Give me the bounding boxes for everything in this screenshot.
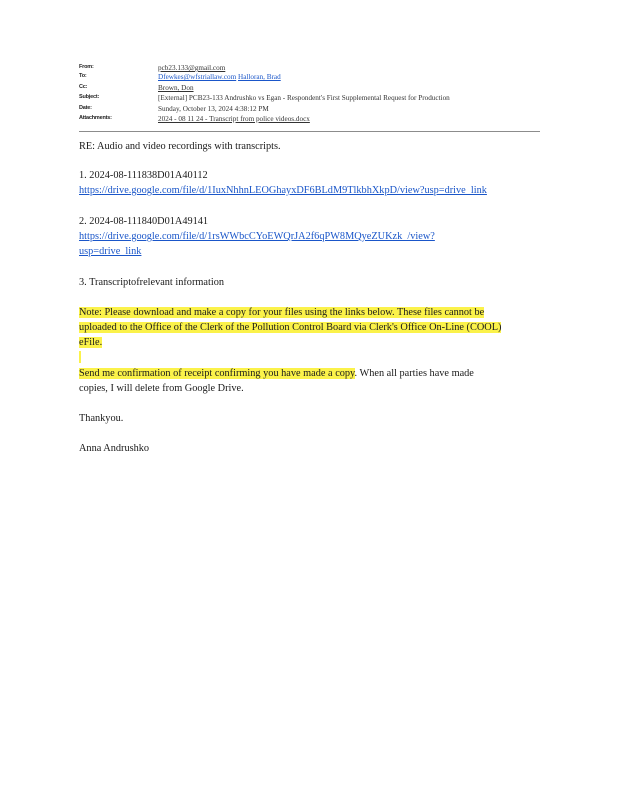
send-line2: copies, I will delete from Google Drive. bbox=[79, 383, 244, 394]
date-label: Date: bbox=[79, 105, 92, 111]
note-line1 bbox=[79, 307, 484, 318]
attachments-label: Attachments: bbox=[79, 115, 112, 121]
send-line1 bbox=[79, 368, 474, 379]
to-recipient-1[interactable]: Dfewkes@wfstriallaw.com bbox=[158, 73, 237, 81]
from-row bbox=[79, 64, 549, 73]
to-values bbox=[158, 73, 281, 81]
from-value[interactable]: pcb23.133@gmail.com bbox=[158, 64, 226, 72]
thanks-line: Thankyou. bbox=[79, 413, 124, 424]
from-label: From: bbox=[79, 64, 94, 70]
item2-title: 2. 2024-08-111840D01A49141 bbox=[79, 216, 209, 227]
item3-title: 3. Transcriptofrelevant information bbox=[79, 277, 224, 288]
note-line2 bbox=[79, 322, 501, 333]
item2-link-line1[interactable]: https://drive.google.com/file/d/1rsWWbcCYoEWQrJA2f6qPW8MQyeZUKzk_/view? bbox=[79, 231, 435, 242]
cc-label: Cc: bbox=[79, 84, 88, 90]
date-value: Sunday, October 13, 2024 4:38:12 PM bbox=[158, 105, 269, 113]
send-highlight-text: Send me confirmation of receipt confirming you have made a copy bbox=[79, 368, 355, 379]
date-row bbox=[79, 105, 549, 114]
note-line2-text: uploaded to the Office of the Clerk of the Pollution Control Board via Clerk's Office On-Line (COOL) bbox=[79, 322, 502, 333]
subject-value: [External] PCB23-133 Andrushko vs Egan - Respondent's First Supplemental Request for Production bbox=[158, 94, 450, 102]
item1-title: 1. 2024-08-111838D01A40112 bbox=[79, 170, 208, 181]
subject-row bbox=[79, 94, 549, 103]
item1-link[interactable]: https://drive.google.com/file/d/1IuxNhhnLEOGhayxDF6BLdM9TlkbhXkpD/view?usp=drive_link bbox=[79, 185, 487, 196]
re-line: RE: Audio and video recordings with transcripts. bbox=[79, 141, 281, 152]
header-divider bbox=[79, 131, 540, 132]
cc-row bbox=[79, 84, 549, 93]
note-line3-text: eFile. bbox=[79, 337, 103, 348]
note-line1-text: Note: Please download and make a copy for your files using the links below. These files cannot be bbox=[79, 307, 485, 318]
signature: Anna Andrushko bbox=[79, 443, 150, 454]
to-recipient-2[interactable]: Halloran, Brad bbox=[238, 73, 281, 81]
note-line3 bbox=[79, 337, 102, 348]
to-row bbox=[79, 73, 549, 82]
to-label: To: bbox=[79, 73, 87, 79]
attachments-row bbox=[79, 115, 549, 124]
send-rest-text: . When all parties have made bbox=[354, 368, 474, 379]
item2-link-line2[interactable]: usp=drive_link bbox=[79, 246, 142, 257]
cc-value[interactable]: Brown, Don bbox=[158, 84, 194, 92]
attachment-link[interactable]: 2024 - 08 11 24 - Transcript from police videos.docx bbox=[158, 115, 310, 123]
highlight-marker bbox=[79, 351, 81, 363]
subject-label: Subject: bbox=[79, 94, 100, 100]
